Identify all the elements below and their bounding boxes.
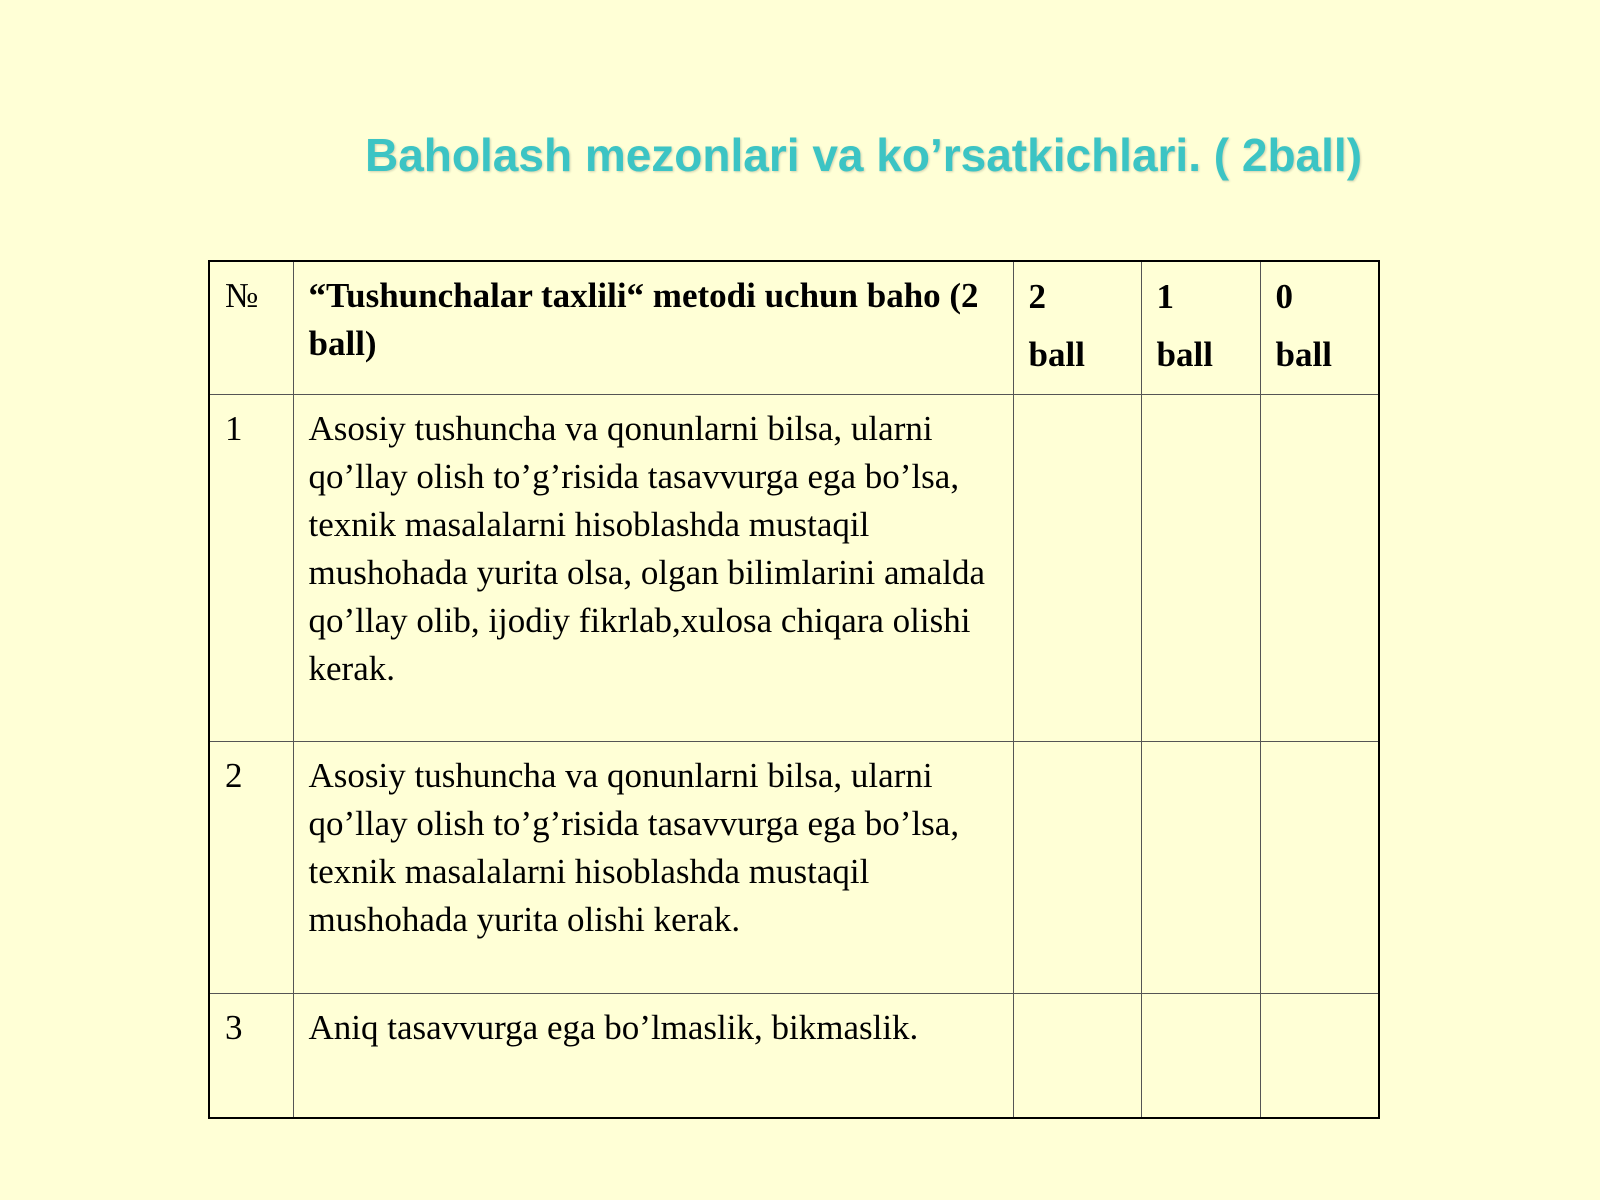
score-1-cell <box>1141 994 1260 1118</box>
row-number: 1 <box>209 395 293 742</box>
score-2-cell <box>1013 994 1141 1118</box>
row-description: Asosiy tushuncha va qonunlarni bilsa, ularni qo’llay olish to’g’risida tasavvurga ega bo’lsa, texnik masalalarni hisoblashda mustaqil mushohada yurita olsa, olgan bilimlarini amalda qo’llay olib, ijodiy fikrlab,xulosa chiqara olishi kerak. <box>293 395 1013 742</box>
table-row <box>209 994 1379 1118</box>
score-0-cell <box>1260 395 1379 742</box>
header-score-2-value: 2 <box>1028 277 1046 316</box>
header-score-0 <box>1260 261 1379 395</box>
slide-title: Baholash mezonlari va ko’rsatkichlari. ( 2ball) <box>365 129 1363 181</box>
score-1-cell <box>1141 395 1260 742</box>
row-description: Asosiy tushuncha va qonunlarni bilsa, ularni qo’llay olish to’g’risida tasavvurga ega bo’lsa, texnik masalalarni hisoblashda mustaqil mushohada yurita olishi kerak. <box>293 742 1013 994</box>
header-description: “Tushunchalar taxlili“ metodi uchun baho (2 ball) <box>293 261 1013 395</box>
table-header-row <box>209 261 1379 395</box>
row-number: 2 <box>209 742 293 994</box>
header-score-0-value: 0 <box>1275 277 1293 316</box>
score-2-cell <box>1013 395 1141 742</box>
header-score-2 <box>1013 261 1141 395</box>
header-score-1 <box>1141 261 1260 395</box>
score-1-cell <box>1141 742 1260 994</box>
header-number: № <box>209 261 293 395</box>
row-description: Aniq tasavvurga ega bo’lmaslik, bikmaslik. <box>293 994 1013 1118</box>
score-0-cell <box>1260 994 1379 1118</box>
header-score-1-unit: ball <box>1156 335 1213 374</box>
header-score-1-value: 1 <box>1156 277 1174 316</box>
criteria-table <box>208 260 1380 1119</box>
row-number: 3 <box>209 994 293 1118</box>
score-0-cell <box>1260 742 1379 994</box>
header-score-0-unit: ball <box>1275 335 1332 374</box>
header-score-2-unit: ball <box>1028 335 1085 374</box>
table-row <box>209 395 1379 742</box>
table-row <box>209 742 1379 994</box>
score-2-cell <box>1013 742 1141 994</box>
